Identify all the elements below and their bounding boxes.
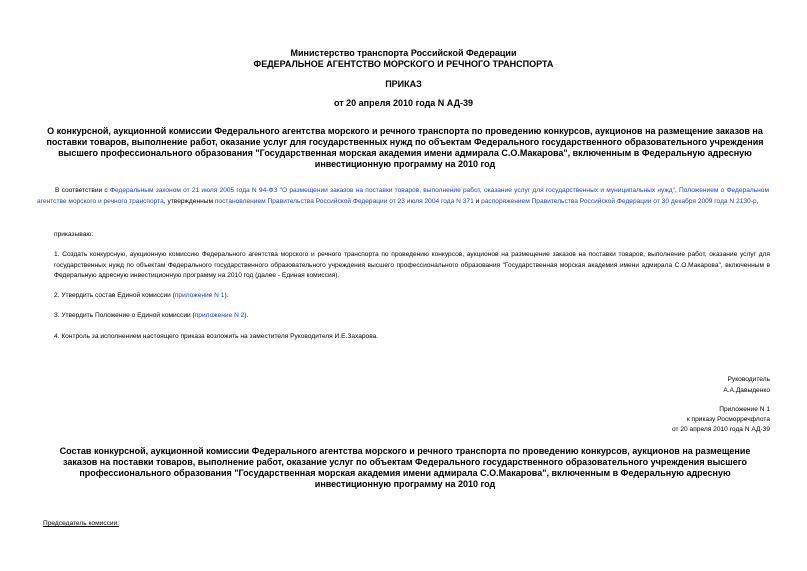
order-item-4: 4. Контроль за исполнением настоящего приказа возложить на заместителя Руководителя И.Е.Захарова.: [54, 333, 379, 340]
chairman-label: Председатель комиссии:: [43, 520, 120, 527]
order-item-1: 1. Создать конкурсную, аукционную комиссию Федерального агентства морского и речного транспорта по проведению конкурсов, аукционов на размещение заказов на поставки товаров, выполнение работ, оказание услуг для государственных нужд по объектам Федерального государственного образовательного учреждения высшего профессионального образования "Государственная морская академия имени адмирала С.О.Макарова", включенным в Федеральную адресную инвестиционную программу на 2010 год (далее - Единая комиссия).: [54, 251, 770, 279]
order-item-2-end: ).: [224, 292, 229, 299]
link-government-order-2130r[interactable]: распоряжением Правительства Российской Федерации от 30 декабря 2009 года N 2130-р: [481, 197, 757, 205]
order-item-2: [54, 291, 770, 302]
agency-name: ФЕДЕРАЛЬНОЕ АГЕНТСТВО МОРСКОГО И РЕЧНОГО ТРАНСПОРТА: [253, 59, 554, 69]
signature-position: Руководитель: [727, 376, 770, 383]
document-type: ПРИКАЗ: [385, 79, 422, 89]
order-word: приказываю:: [54, 231, 94, 238]
appendix-date: от 20 апреля 2010 года N АД-39: [672, 426, 770, 433]
order-item-3-text: 3. Утвердить Положение о Единой комиссии (: [54, 312, 195, 319]
preamble-text-3: , утвержденным: [163, 197, 215, 205]
link-government-decree-371[interactable]: постановлением Правительства Российской Федерации от 23 июля 2004 года N 371: [214, 197, 474, 205]
document-title: О конкурсной, аукционной комиссии Федерального агентства морского и речного транспорта по проведению конкурсов, аукционов на размещение заказов на поставки товаров, выполнение работ, оказание услуг для государственных нужд по объектам Федерального государственного образовательного учреждения высшего профессионального образования "Государственная морская академия имени адмирала С.О.Макарова", включенным в Федеральную адресную инвестиционную программу на 2010 год: [46, 126, 764, 169]
link-federal-law-94fz[interactable]: Федеральным законом от 21 июля 2005 года N 94-ФЗ "О размещении заказов на поставки товаров, выполнение работ, оказание услуг для государственных и муниципальных нужд": [109, 187, 675, 194]
appendix-ref: к приказу Росморречфлота: [686, 416, 770, 423]
preamble-text-5: ,: [756, 197, 759, 205]
signature-name: А.А.Давыденко: [723, 387, 770, 394]
link-appendix-1[interactable]: приложение N 1: [174, 292, 225, 299]
preamble-text-4: и: [473, 197, 482, 205]
order-item-2-text: 2. Утвердить состав Единой комиссии (: [54, 292, 175, 299]
link-agency-regulation[interactable]: Положением о Федеральном агентстве морского и речного транспорта: [37, 187, 770, 205]
order-item-3: [54, 311, 770, 322]
document-date: от 20 апреля 2010 года N АД-39: [333, 98, 474, 108]
appendix-label: Приложение N 1: [719, 406, 770, 413]
link-appendix-2[interactable]: приложение N 2: [194, 312, 245, 319]
appendix-title: Состав конкурсной, аукционной комиссии Федерального агентства морского и речного транспорта по проведению конкурсов, аукционов на размещение заказов на поставки товаров, выполнение работ, оказание услуг по объектам Федерального государственного образовательного учреждения высшего профессионального образования "Государственная морская академия имени адмирала С.О.Макарова", включенным в Федеральную адресную инвестиционную программу на 2010 год: [59, 446, 751, 489]
order-item-3-end: ).: [244, 312, 249, 319]
preamble: [37, 186, 769, 207]
preamble-text-2: ,: [674, 187, 680, 194]
ministry-name: Министерство транспорта Российской Федерации: [290, 48, 517, 58]
preamble-text-1: В соответствии с: [55, 187, 110, 194]
